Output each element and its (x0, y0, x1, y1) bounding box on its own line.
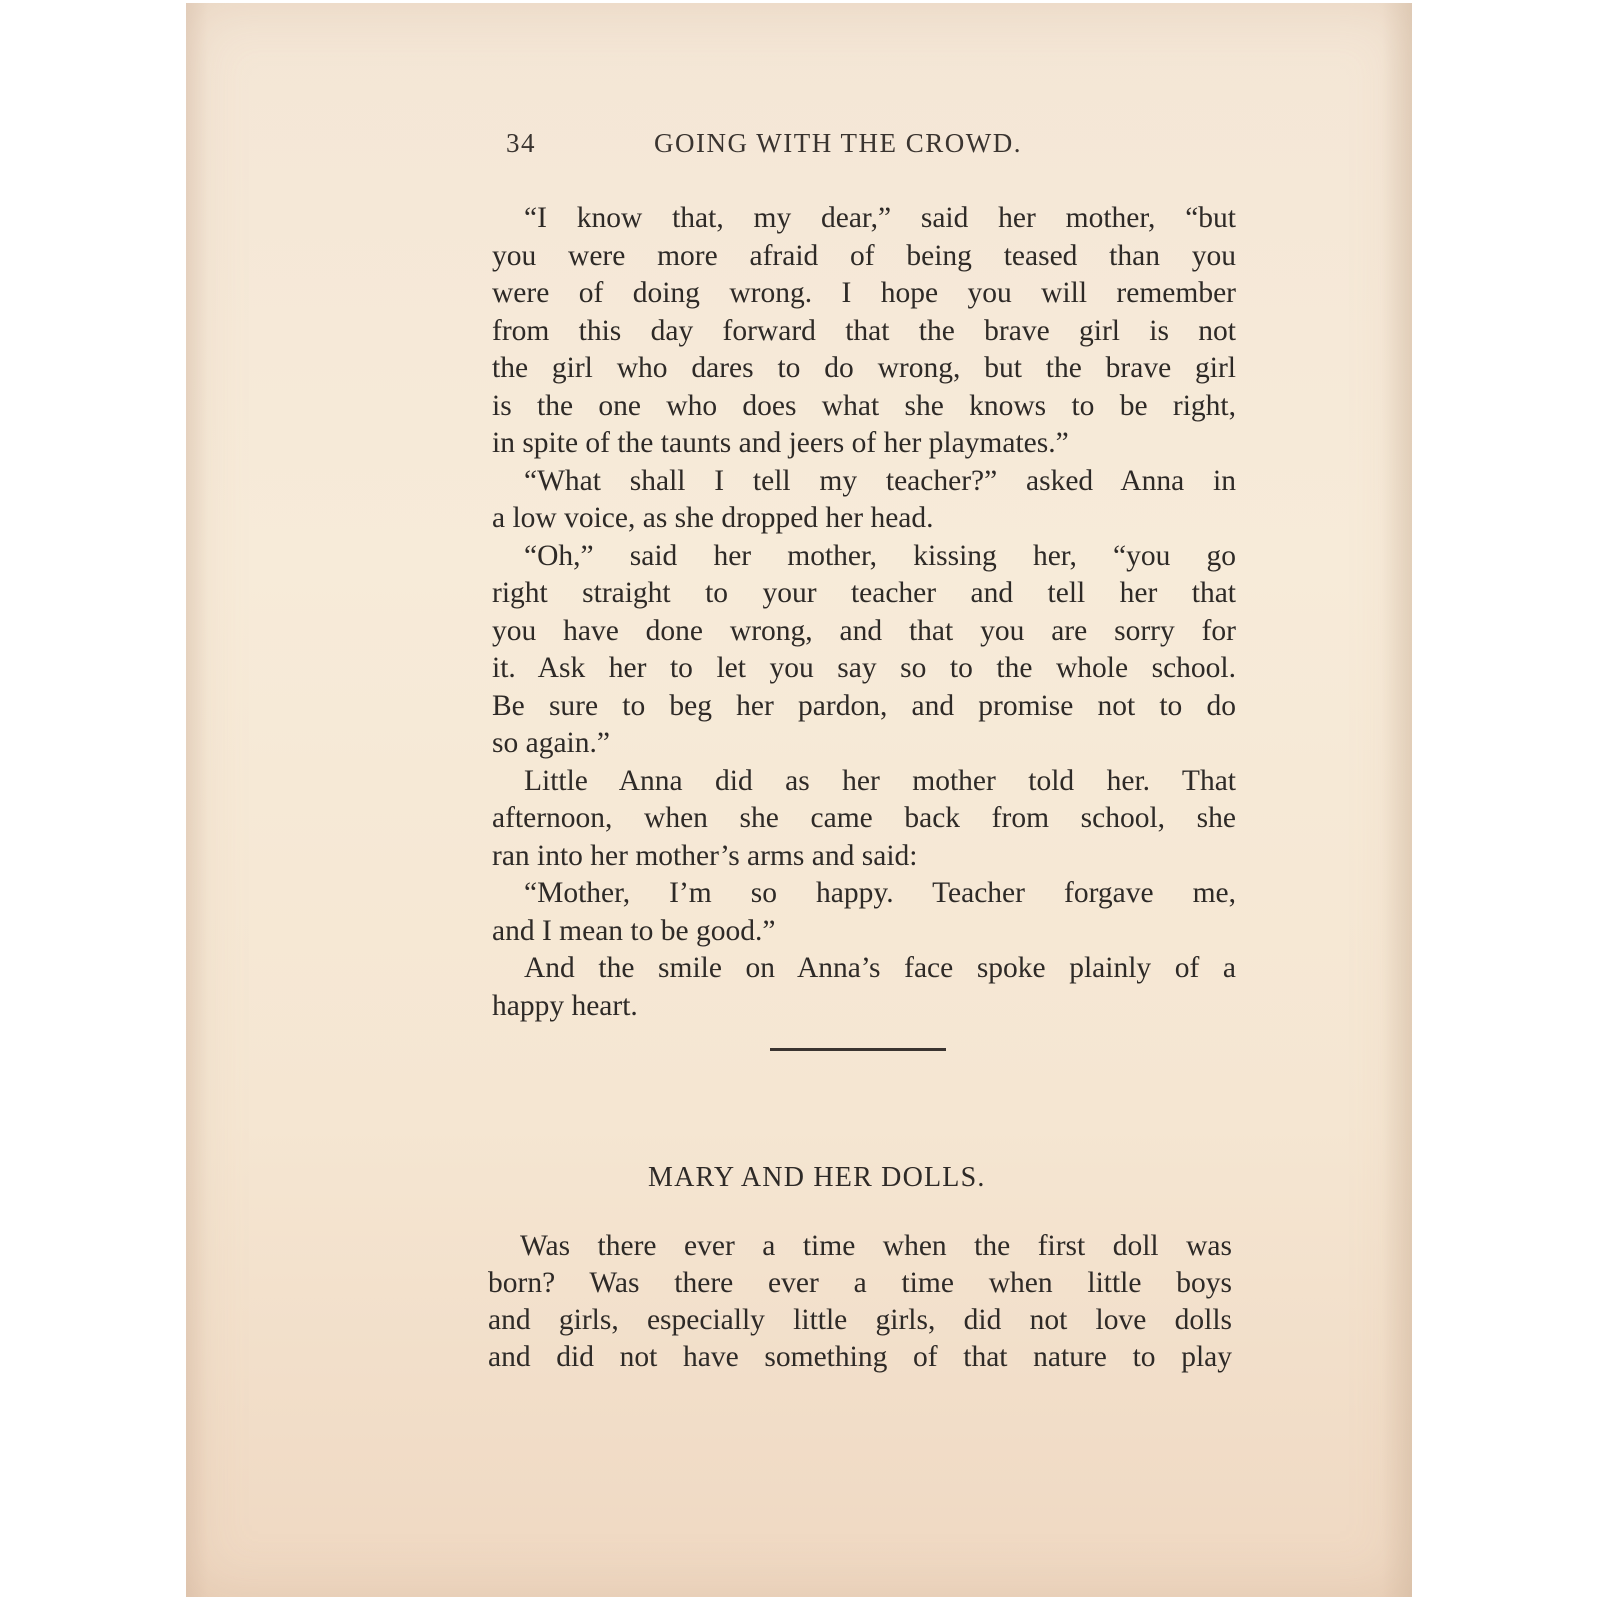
text-line: And the smile on Anna’s face spoke plainly of a (524, 952, 1236, 984)
page-number: 34 (506, 128, 536, 158)
story-text (492, 200, 1236, 1025)
text-line: you have done wrong, and that you are sorry for (492, 614, 1236, 647)
text-line: Be sure to beg her pardon, and promise not to do (492, 689, 1236, 722)
text-line: born? Was there ever a time when little boys (488, 1267, 1232, 1299)
text-line: so again.” (492, 727, 610, 759)
text-line: and did not have something of that nature to play (488, 1341, 1232, 1373)
section-divider (770, 1048, 946, 1051)
text-line: from this day forward that the brave girl is not (492, 314, 1236, 347)
text-line: it. Ask her to let you say so to the whole school. (492, 652, 1236, 684)
text-line: afternoon, when she came back from school, she (492, 802, 1236, 834)
story-title: MARY AND HER DOLLS. (648, 1162, 986, 1193)
text-line: and girls, especially little girls, did not love dolls (488, 1304, 1232, 1336)
text-line: Little Anna did as her mother told her. That (524, 764, 1236, 797)
text-line: a low voice, as she dropped her head. (492, 502, 934, 534)
text-line: ran into her mother’s arms and said: (492, 839, 918, 872)
text-line: happy heart. (492, 989, 638, 1022)
text-line: “Oh,” said her mother, kissing her, “you go (524, 539, 1236, 572)
text-line: right straight to your teacher and tell her that (492, 577, 1236, 609)
text-line: is the one who does what she knows to be right, (492, 389, 1236, 422)
text-line: the girl who dares to do wrong, but the brave girl (492, 352, 1236, 384)
text-line: in spite of the taunts and jeers of her playmates.” (492, 427, 1069, 459)
running-title: GOING WITH THE CROWD. (654, 128, 1022, 158)
text-line: “What shall I tell my teacher?” asked Anna in (524, 464, 1236, 497)
text-line: you were more afraid of being teased than you (492, 239, 1236, 272)
text-line: were of doing wrong. I hope you will remember (492, 277, 1236, 309)
text-line: “I know that, my dear,” said her mother, “but (524, 202, 1236, 234)
next-story-text (488, 1228, 1232, 1376)
text-line: “Mother, I’m so happy. Teacher forgave me, (524, 877, 1236, 909)
text-line: and I mean to be good.” (492, 914, 776, 947)
text-line: Was there ever a time when the first doll was (520, 1230, 1232, 1262)
page-header (506, 128, 1246, 162)
